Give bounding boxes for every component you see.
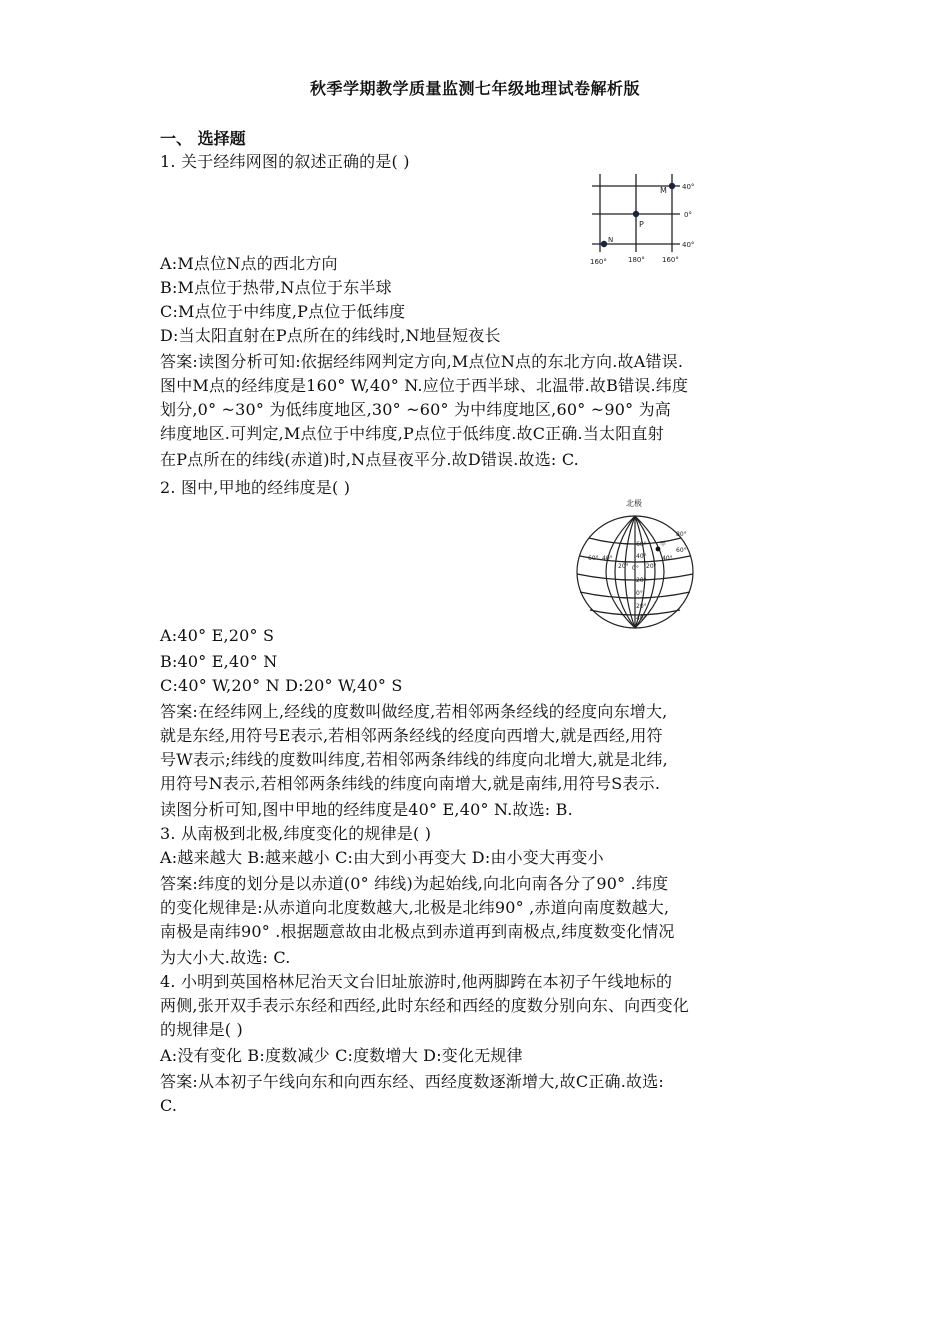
question-4-stem: 的规律是( ) (160, 1020, 243, 1039)
meridian-label: 20° (646, 563, 657, 570)
parallel-label: 40° (636, 615, 647, 622)
question-1-option-b: B:M点位于热带,N点位于东半球 (160, 278, 392, 297)
question-1-option-d: D:当太阳直射在P点所在的纬线时,N地昼短夜长 (160, 326, 501, 345)
parallel-label: 60° (636, 541, 647, 548)
point-jia-label: 甲 (660, 541, 667, 548)
parallel-label: 20° (636, 577, 647, 584)
question-2-option-a: A:40° E,20° S (160, 626, 275, 645)
lat-0-label: 0° (684, 211, 692, 219)
question-4-answer-line: 答案:从本初子午线向东和向西东经、西经度数逐渐增大,故C正确.故选: (160, 1072, 664, 1091)
lon-160-label: 160° (590, 258, 607, 266)
point-n-marker (601, 241, 607, 247)
question-3-answer-line: 为大小大.故选: C. (160, 948, 291, 967)
meridian-label: 0° (632, 565, 639, 572)
question-1-option-c: C:M点位于中纬度,P点位于低纬度 (160, 302, 406, 321)
lat-40s-label: 40° (682, 241, 695, 249)
point-n-label: N (608, 236, 614, 244)
question-1-answer-line: 纬度地区.可判定,M点位于中纬度,P点位于低纬度.故C正确.当太阳直射 (160, 424, 664, 443)
question-4-options: A:没有变化 B:度数减少 C:度数增大 D:变化无规律 (160, 1046, 523, 1065)
question-2-answer-line: 用符号N表示,若相邻两条纬线的纬度向南增大,就是南纬,用符号S表示. (160, 774, 661, 793)
question-2-answer-line: 答案:在经纬网上,经线的度数叫做经度,若相邻两条经线的经度向东增大, (160, 702, 668, 721)
question-3-stem: 3. 从南极到北极,纬度变化的规律是( ) (160, 824, 432, 843)
question-3-answer-line: 的变化规律是:从赤道向北度数越大,北极是北纬90° ,赤道向南度数越大, (160, 898, 670, 917)
question-2-answer-line: 读图分析可知,图中甲地的经纬度是40° E,40° N.故选: B. (160, 800, 573, 819)
parallel-label: 20° (636, 603, 647, 610)
question-1-answer-line: 图中M点的经纬度是160° W,40° N.应位于西半球、北温带.故B错误.纬度 (160, 376, 689, 395)
parallel-label: 40° (636, 553, 647, 560)
question-2-stem: 2. 图中,甲地的经纬度是( ) (160, 478, 351, 497)
lon-180-label: 180° (628, 256, 645, 264)
question-1-stem: 1. 关于经纬网图的叙述正确的是( ) (160, 152, 410, 171)
lat-40n-label: 40° (682, 183, 695, 191)
question-3-answer-line: 南极是南纬90° .根据题意故由北极点到赤道再到南极点,纬度数变化情况 (160, 922, 675, 941)
document-title: 秋季学期教学质量监测七年级地理试卷解析版 (309, 79, 640, 98)
question-4-stem: 两侧,张开双手表示东经和西经,此时东经和西经的度数分别向东、向西变化 (160, 996, 689, 1015)
globe-figure (568, 494, 702, 638)
question-2-option-b: B:40° E,40° N (160, 652, 278, 671)
meridian-label: 40° (662, 555, 673, 562)
question-3-answer-line: 答案:纬度的划分是以赤道(0° 纬线)为起始线,向北向南各分了90° .纬度 (160, 874, 669, 893)
parallel-label: 80° (676, 531, 687, 538)
latlong-grid-figure (588, 172, 708, 272)
question-4-answer-line: C. (160, 1096, 178, 1115)
question-4-stem: 4. 小明到英国格林尼治天文台旧址旅游时,他两脚跨在本初子午线地标的 (160, 972, 673, 991)
question-1-answer-line: 答案:读图分析可知:依据经纬网判定方向,M点位N点的东北方向.故A错误. (160, 352, 684, 371)
parallel-label: 0° (636, 590, 643, 597)
question-2-option-cd: C:40° W,20° N D:20° W,40° S (160, 676, 403, 695)
north-pole-label: 北极 (626, 499, 642, 508)
question-2-answer-line: 号W表示;纬线的度数叫纬度,若相邻两条纬线的纬度向北增大,就是北纬, (160, 750, 668, 769)
meridian-label: 40° (602, 555, 613, 562)
meridian-label: 60° (676, 547, 687, 554)
lon-160-label: 160° (662, 256, 679, 264)
question-1-answer-line: 划分,0° ~30° 为低纬度地区,30° ~60° 为中纬度地区,60° ~90° 为高 (160, 400, 671, 419)
question-3-options: A:越来越大 B:越来越小 C:由大到小再变大 D:由小变大再变小 (160, 848, 604, 867)
point-p-label: P (639, 220, 644, 229)
point-m-marker (669, 183, 675, 189)
point-m-label: M (660, 186, 667, 195)
meridian-label: 20° (618, 563, 629, 570)
question-1-answer-line: 在P点所在的纬线(赤道)时,N点昼夜平分.故D错误.故选: C. (160, 450, 579, 469)
meridian-label: 60° (588, 555, 599, 562)
section-heading: 一、 选择题 (160, 129, 246, 148)
point-p-marker (633, 211, 639, 217)
question-2-answer-line: 就是东经,用符号E表示,若相邻两条经线的经度向西增大,就是西经,用符 (160, 726, 663, 745)
question-1-option-a: A:M点位N点的西北方向 (160, 254, 338, 273)
